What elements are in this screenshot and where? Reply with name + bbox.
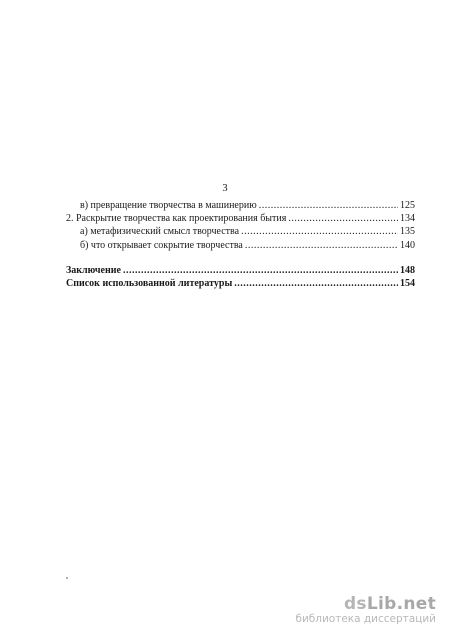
toc-entry-title: Список использованной литературы xyxy=(66,277,233,289)
toc-entry-title: а) метафизический смысл творчества xyxy=(80,226,240,238)
watermark-logo xyxy=(295,595,436,613)
watermark-logo-prefix: ds xyxy=(343,594,367,614)
watermark xyxy=(295,595,436,626)
toc-entry xyxy=(66,239,415,252)
table-of-contents xyxy=(66,199,415,290)
toc-entry-title: в) превращение творчества в машинерию xyxy=(80,200,257,211)
toc-dot-leader xyxy=(245,239,398,252)
toc-dot-leader xyxy=(234,277,398,290)
toc-dot-leader xyxy=(123,264,398,277)
toc-entry-page: 148 xyxy=(400,264,415,276)
toc-entry-page: 154 xyxy=(400,277,415,289)
watermark-logo-suffix: Lib.net xyxy=(366,594,436,614)
toc-entry xyxy=(66,199,415,212)
toc-spacer xyxy=(66,252,415,264)
toc-entry-conclusion xyxy=(66,264,415,277)
toc-entry-page: 135 xyxy=(400,226,415,238)
toc-entry-page: 125 xyxy=(400,200,415,211)
toc-dot-leader xyxy=(288,212,398,225)
toc-entry-page: 134 xyxy=(400,213,415,225)
watermark-tagline: библиотека диссертаций xyxy=(295,613,436,625)
toc-entry-page: 140 xyxy=(400,239,415,251)
toc-dot-leader xyxy=(241,225,398,238)
toc-entry-title: Заключение xyxy=(66,264,121,276)
toc-entry-title: 2. Раскрытие творчества как проектирования бытия xyxy=(66,213,287,225)
scan-speck xyxy=(66,577,68,579)
page-number: 3 xyxy=(222,183,228,194)
toc-entry xyxy=(66,212,415,225)
toc-entry-title: б) что открывает сокрытие творчества xyxy=(80,239,243,251)
toc-dot-leader xyxy=(259,199,398,212)
toc-entry xyxy=(66,225,415,238)
toc-entry-bibliography xyxy=(66,277,415,290)
